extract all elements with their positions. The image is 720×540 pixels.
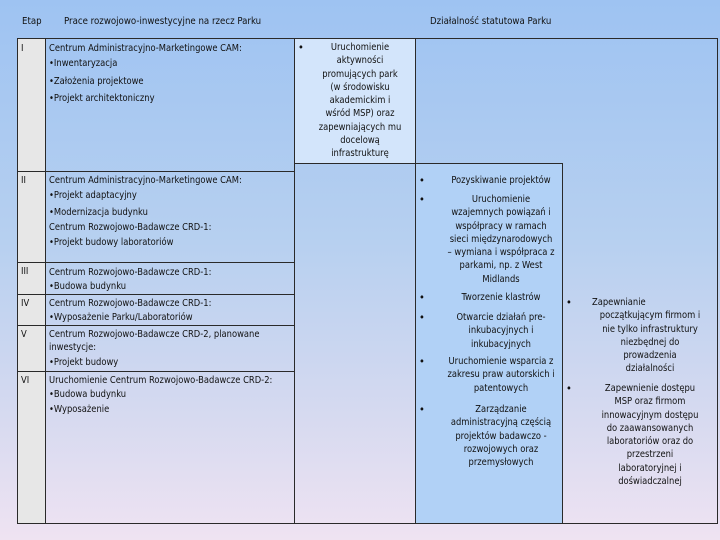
prace-line: Centrum Administracyjno-Marketingowe CAM: bbox=[49, 43, 242, 54]
prace-etap-1 bbox=[49, 42, 242, 105]
bullet-icon: • bbox=[419, 311, 425, 324]
prace-line: inwestycje: bbox=[49, 342, 97, 354]
etap-label: II bbox=[21, 175, 26, 186]
item-line: infrastrukturę bbox=[331, 148, 389, 160]
item-line: prowadzenia bbox=[623, 350, 677, 362]
dzialalnosc-col1-rest bbox=[294, 163, 416, 524]
dzialalnosc-top-gap bbox=[415, 38, 563, 164]
item-line: Uruchomienie bbox=[471, 194, 531, 205]
header-etap-label: Etap bbox=[22, 16, 42, 27]
item-line: zakresu praw autorskich i bbox=[447, 369, 555, 381]
item-line: – wymiana i współpraca z bbox=[447, 247, 555, 259]
etap-label: VI bbox=[21, 375, 30, 386]
item-line: Tworzenie klastrów bbox=[461, 292, 541, 303]
prace-line: •Projekt budowy laboratoriów bbox=[49, 237, 174, 249]
item-line: Zarządzanie bbox=[475, 404, 527, 415]
prace-line: •Projekt adaptacyjny bbox=[49, 190, 137, 202]
row-sep bbox=[17, 262, 295, 263]
item-line: docelową bbox=[340, 135, 380, 147]
item-line: rozwojowych oraz bbox=[463, 443, 539, 455]
item-line: MSP oraz firmom bbox=[614, 396, 686, 408]
prace-line: Centrum Rozwojowo-Badawcze CRD-1: bbox=[49, 267, 212, 278]
prace-line: •Budowa budynku bbox=[49, 389, 127, 401]
etap-column bbox=[17, 38, 46, 524]
item-line: inkubacyjnych i bbox=[468, 325, 534, 337]
item-line: aktywności bbox=[336, 55, 384, 67]
dzialalnosc-item bbox=[441, 291, 561, 304]
dzialalnosc-item bbox=[585, 296, 715, 376]
prace-line: Centrum Rozwojowo-Badawcze CRD-2, planowane bbox=[49, 329, 260, 340]
prace-etap-4 bbox=[49, 297, 211, 325]
item-line: wzajemnych powiązań i bbox=[451, 207, 551, 219]
header-prace bbox=[46, 12, 294, 34]
etap-label: III bbox=[21, 266, 29, 277]
row-sep bbox=[17, 171, 295, 172]
dzialalnosc-item bbox=[441, 174, 561, 187]
item-line: Uruchomienie wsparcia z bbox=[448, 356, 554, 367]
prace-line: •Wyposażenie Parku/Laboratoriów bbox=[49, 312, 193, 324]
dzialalnosc-item bbox=[441, 193, 561, 286]
item-line: współpracy w ramach bbox=[455, 220, 547, 232]
item-line: inkubacyjnych bbox=[471, 338, 531, 350]
prace-line: •Projekt budowy bbox=[49, 356, 119, 368]
header-prace-label: Prace rozwojowo-inwestycyjne na rzecz Parku bbox=[64, 16, 262, 27]
prace-line: Centrum Rozwojowo-Badawcze CRD-1: bbox=[49, 221, 212, 233]
item-line: Pozyskiwanie projektów bbox=[451, 175, 551, 186]
dzialalnosc-item bbox=[441, 311, 561, 351]
row-sep bbox=[17, 294, 295, 295]
header-dzialalnosc bbox=[294, 12, 718, 34]
item-line: zapewniających mu bbox=[318, 121, 402, 133]
item-line: administracyjną częścią bbox=[450, 417, 552, 429]
bullet-icon: • bbox=[419, 403, 425, 416]
item-line: akademickim i bbox=[329, 95, 391, 107]
bullet-icon: • bbox=[419, 193, 425, 206]
item-line: (w środowisku bbox=[330, 81, 390, 93]
item-line: niezbędnej do bbox=[620, 336, 680, 348]
item-line: Zapewnianie bbox=[592, 297, 646, 308]
item-line: nie tylko infrastruktury bbox=[602, 323, 698, 335]
item-line: innowacyjnym dostępu bbox=[601, 409, 699, 421]
bullet-icon: • bbox=[419, 355, 425, 368]
item-line: wśród MSP) oraz bbox=[325, 108, 395, 120]
item-line: promujących park bbox=[322, 68, 398, 80]
etap-label: IV bbox=[21, 298, 30, 309]
header-etap bbox=[20, 12, 46, 34]
bullet-icon: • bbox=[419, 174, 425, 187]
bullet-icon: • bbox=[566, 296, 572, 309]
etap-label: V bbox=[21, 329, 27, 340]
prace-etap-6 bbox=[49, 374, 272, 416]
etap-label: I bbox=[21, 43, 24, 54]
item-line: Midlands bbox=[482, 273, 520, 285]
item-line: Uruchomienie bbox=[330, 42, 390, 53]
item-line: przemysłowych bbox=[468, 457, 534, 469]
bullet-icon: • bbox=[419, 291, 425, 304]
row-sep bbox=[17, 325, 295, 326]
item-line: patentowych bbox=[473, 382, 529, 394]
item-line: parkami, np. z West bbox=[459, 260, 543, 272]
bullet-icon: • bbox=[566, 382, 572, 395]
prace-line: •Inwentaryzacja bbox=[49, 58, 118, 70]
dzialalnosc-item bbox=[441, 355, 561, 395]
item-line: sieci międzynarodowych bbox=[449, 233, 553, 245]
row-sep bbox=[17, 371, 295, 372]
item-line: działalności bbox=[625, 363, 675, 375]
prace-line: Centrum Rozwojowo-Badawcze CRD-1: bbox=[49, 298, 212, 309]
item-line: laboratoriów oraz do bbox=[606, 436, 694, 448]
prace-line: •Założenia projektowe bbox=[49, 75, 144, 87]
item-line: laboratoryjnej i bbox=[618, 462, 682, 474]
dzialalnosc-item bbox=[441, 403, 561, 469]
item-line: Otwarcie działań pre- bbox=[456, 312, 546, 323]
prace-line: Centrum Administracyjno-Marketingowe CAM: bbox=[49, 175, 242, 186]
dzialalnosc-item bbox=[585, 382, 715, 488]
prace-line: Uruchomienie Centrum Rozwojowo-Badawcze CRD-2: bbox=[49, 375, 273, 386]
item-line: początkującym firmom i bbox=[599, 310, 701, 322]
prace-line: •Modernizacja budynku bbox=[49, 206, 148, 218]
prace-line: •Wyposażenie bbox=[49, 403, 110, 415]
header-dzialalnosc-label: Działalność statutowa Parku bbox=[430, 16, 552, 27]
item-line: przestrzeni bbox=[626, 449, 674, 461]
prace-etap-5 bbox=[49, 328, 260, 369]
item-line: do zaawansowanych bbox=[606, 422, 694, 434]
item-line: projektów badawczo - bbox=[455, 430, 547, 442]
item-line: doświadczalnej bbox=[618, 476, 682, 488]
bullet-icon: • bbox=[298, 41, 304, 54]
prace-line: •Budowa budynku bbox=[49, 281, 127, 293]
prace-etap-3 bbox=[49, 266, 211, 294]
dzialalnosc-item bbox=[308, 41, 412, 161]
prace-etap-2 bbox=[49, 174, 242, 249]
item-line: Zapewnienie dostępu bbox=[604, 383, 696, 394]
prace-line: •Projekt architektoniczny bbox=[49, 92, 155, 104]
